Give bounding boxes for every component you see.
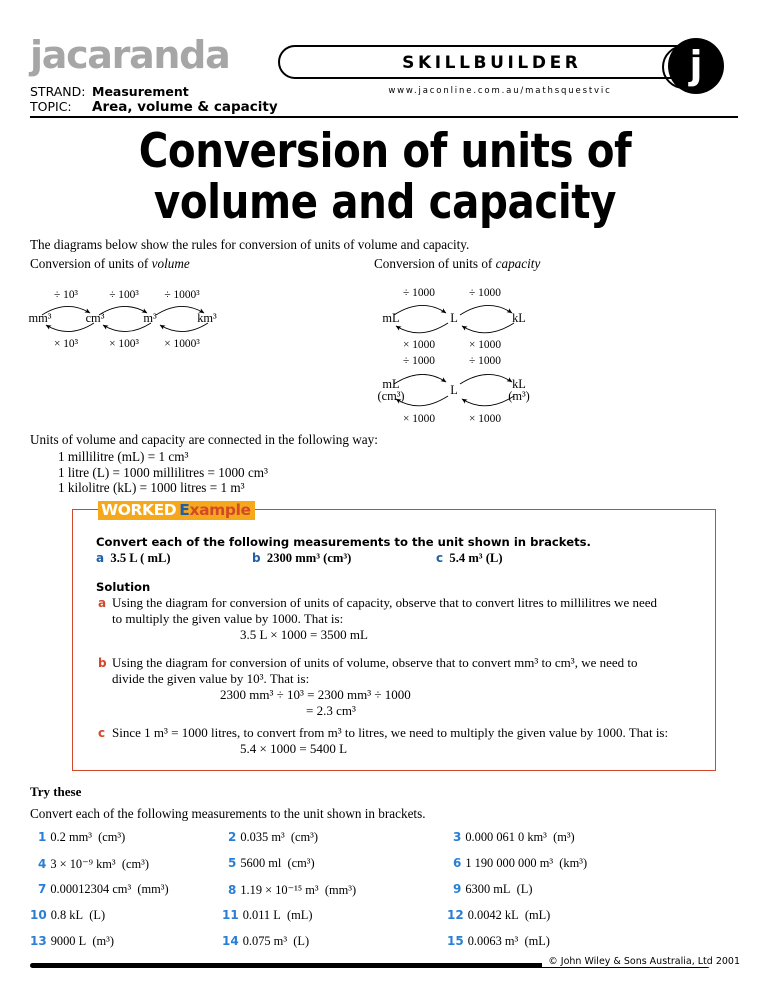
exercise-target-12: (mL) [524,908,551,922]
solution-b-eq-0: 2300 mm³ ÷ 10³ = 2300 mm³ ÷ 1000 [220,687,411,702]
exercise-target-13: (m³) [92,934,114,948]
jacaranda-badge-icon [662,38,724,100]
capacity-diagram-caption [374,256,540,272]
exercise-number-7: 7 [38,882,47,896]
worked-item-a [96,551,171,566]
volume-node-2: m³ [143,311,157,325]
worked-item-a-marker: a [96,551,105,565]
volume-top-op-2: ÷ 1000³ [164,289,200,301]
units-equivalence-list [58,449,268,496]
exercise-item-7 [38,882,169,897]
tag-worked-text: WORKED [101,501,177,519]
skillbuilder-title: SKILLBUILDER [402,53,582,73]
solution-c-line-0: Since 1 m³ = 1000 litres, to convert from m³ to litres, we need to multiply the given value by 1000. That is: [112,725,669,740]
exercise-value-8: 1.19 × 10⁻¹⁵ m³ [240,883,319,897]
solution-a-line-0: Using the diagram for conversion of units of capacity, observe that to convert litres to millilitres we need [112,595,658,610]
units-lead-text: Units of volume and capacity are connected in the following way: [30,432,378,447]
exercise-target-5: (cm³) [287,856,315,870]
solution-b-line-1: divide the given value by 10³. That is: [112,671,310,686]
exercise-number-2: 2 [228,830,237,844]
worked-example-tag [98,501,255,520]
solution-c-marker: c [98,726,106,740]
capacity2-node-2-sub: (m³) [508,389,530,403]
exercise-target-3: (m³) [553,830,575,844]
tag-e-text: E [179,501,190,519]
exercise-value-1: 0.2 mm³ [50,830,92,844]
exercise-item-13 [30,934,114,949]
exercise-value-10: 0.8 kL [50,908,84,922]
exercise-target-1: (cm³) [98,830,126,844]
strand-row [30,84,189,99]
exercise-item-15 [447,934,550,949]
solution-label: Solution [96,580,151,594]
worked-item-c-text: 5.4 m³ (L) [449,551,503,565]
exercise-number-3: 3 [453,830,462,844]
unit-line-1: 1 litre (L) = 1000 millilitres = 1000 cm³ [58,464,269,480]
capacity2-top-op-0: ÷ 1000 [403,355,435,367]
solution-a [98,595,692,643]
capacity-conversion-diagram-1 [384,284,559,354]
try-these-lead: Convert each of the following measurements to the unit shown in brackets. [30,806,426,821]
unit-line-2: 1 kilolitre (kL) = 1000 litres = 1 m³ [58,480,245,496]
exercise-value-2: 0.035 m³ [240,830,285,844]
exercise-value-11: 0.011 L [242,908,281,922]
exercise-target-14: (L) [293,934,310,948]
intro-text: The diagrams below show the rules for conversion of units of volume and capacity. [30,237,470,252]
tag-xample-text: xample [189,501,251,519]
volume-top-op-0: ÷ 10³ [54,289,78,301]
exercise-value-9: 6300 mL [465,882,511,896]
volume-diagram-caption [30,256,190,272]
page-title: Conversion of units of volume and capacity [138,124,632,230]
exercise-item-8 [228,882,356,898]
solution-c [98,725,692,757]
exercise-number-14: 14 [222,934,239,948]
capacity2-node-1: L [450,383,458,397]
capacity1-node-2: kL [512,311,526,325]
worked-item-b-marker: b [252,551,261,565]
solution-b-line-0: Using the diagram for conversion of units of volume, observe that to convert mm³ to cm³, we need to [112,655,638,670]
volume-conversion-diagram [28,284,248,354]
volume-bottom-op-0: × 10³ [53,338,79,350]
exercise-target-15: (mL) [524,934,550,948]
exercise-value-3: 0.000 061 0 km³ [465,830,547,844]
exercise-item-3 [453,830,575,845]
exercise-value-4: 3 × 10⁻⁹ km³ [50,857,116,871]
capacity1-node-0: mL [382,311,400,325]
capacity2-node-0-sub: (cm³) [377,389,405,403]
exercise-target-6: (km³) [559,856,588,870]
exercise-value-7: 0.00012304 cm³ [50,882,132,896]
exercise-number-11: 11 [222,908,239,922]
capacity1-top-op-0: ÷ 1000 [403,287,435,299]
solution-a-line-1: to multiply the given value by 1000. That is: [112,611,344,626]
exercise-value-14: 0.075 m³ [242,934,288,948]
exercise-target-2: (cm³) [290,830,319,844]
solution-b [98,655,692,719]
exercise-number-6: 6 [453,856,462,870]
exercise-value-5: 5600 ml [240,856,282,870]
exercise-target-11: (mL) [287,908,313,922]
topic-value: Area, volume & capacity [92,99,278,115]
capacity2-node-0: mL [382,377,400,391]
exercise-number-13: 13 [30,934,47,948]
exercise-number-8: 8 [228,883,237,897]
try-these-heading: Try these [30,784,82,799]
jacaranda-logo: jacaranda [30,33,230,77]
exercise-number-9: 9 [453,882,462,896]
exercise-value-6: 1 190 000 000 m³ [465,856,554,870]
capacity-caption-italic: capacity [495,256,541,271]
capacity-caption-plain: Conversion of units of [374,256,496,271]
volume-bottom-op-2: × 1000³ [164,338,200,350]
exercise-item-6 [453,856,587,871]
topic-label: TOPIC: [30,99,72,114]
capacity2-bottom-op-0: × 1000 [402,413,436,425]
unit-line-0: 1 millilitre (mL) = 1 cm³ [58,449,189,464]
strand-value: Measurement [92,84,189,99]
volume-caption-italic: volume [151,256,190,271]
worked-item-b-text: 2300 mm³ (cm³) [266,551,352,565]
exercise-target-10: (L) [89,908,106,922]
exercise-item-5 [228,856,315,871]
capacity-conversion-diagram-2 [377,352,559,428]
exercise-number-5: 5 [228,856,237,870]
capacity1-node-1: L [450,311,458,325]
exercise-item-11 [222,908,312,923]
exercise-target-4: (cm³) [121,857,149,871]
badge-letter: j [689,43,703,87]
worked-item-a-text: 3.5 L ( mL) [110,551,171,565]
volume-node-0: mm³ [28,311,52,325]
solution-b-eq-1: = 2.3 cm³ [306,703,356,718]
website-url: www.jaconline.com.au/mathsquestvic [388,86,612,96]
solution-a-marker: a [98,596,107,610]
exercise-number-15: 15 [447,934,464,948]
exercise-target-8: (mm³) [324,883,357,897]
solution-b-marker: b [98,656,107,670]
exercise-number-1: 1 [38,830,47,844]
topic-row [30,99,278,115]
exercise-item-4 [38,856,149,872]
worked-example-question: Convert each of the following measurements to the unit shown in brackets. [96,535,591,549]
volume-bottom-op-1: × 100³ [109,338,139,350]
exercise-target-7: (mm³) [137,882,169,896]
capacity1-bottom-op-0: × 1000 [402,339,436,351]
exercise-number-10: 10 [30,908,47,922]
exercise-item-10 [30,908,105,923]
exercise-value-13: 9000 L [50,934,87,948]
capacity2-node-2: kL [512,377,526,391]
exercise-value-15: 0.0063 m³ [467,934,519,948]
exercise-item-12 [447,908,550,923]
worked-item-c-marker: c [436,551,444,565]
skillbuilder-banner [278,45,698,79]
volume-node-1: cm³ [85,311,105,325]
solution-a-eq-0: 3.5 L × 1000 = 3500 mL [240,627,368,642]
header-divider [30,116,738,118]
volume-caption-plain: Conversion of units of [30,256,152,271]
worked-item-c [436,551,503,566]
exercise-number-4: 4 [38,857,47,871]
exercise-item-9 [453,882,532,897]
exercise-item-14 [222,934,309,949]
capacity1-bottom-op-1: × 1000 [468,339,502,351]
exercise-item-2 [228,830,318,845]
capacity2-top-op-1: ÷ 1000 [469,355,501,367]
volume-node-3: km³ [197,311,217,325]
exercise-item-1 [38,830,125,845]
volume-top-op-1: ÷ 100³ [109,289,139,301]
exercise-number-12: 12 [447,908,464,922]
capacity2-bottom-op-1: × 1000 [468,413,502,425]
strand-label: STRAND: [30,84,86,99]
solution-c-eq-0: 5.4 × 1000 = 5400 L [240,741,348,756]
copyright-text: © John Wiley & Sons Australia, Ltd 2001 [542,956,740,967]
capacity1-top-op-1: ÷ 1000 [469,287,501,299]
worked-item-b [252,551,351,566]
exercise-target-9: (L) [516,882,533,896]
exercise-value-12: 0.0042 kL [467,908,519,922]
